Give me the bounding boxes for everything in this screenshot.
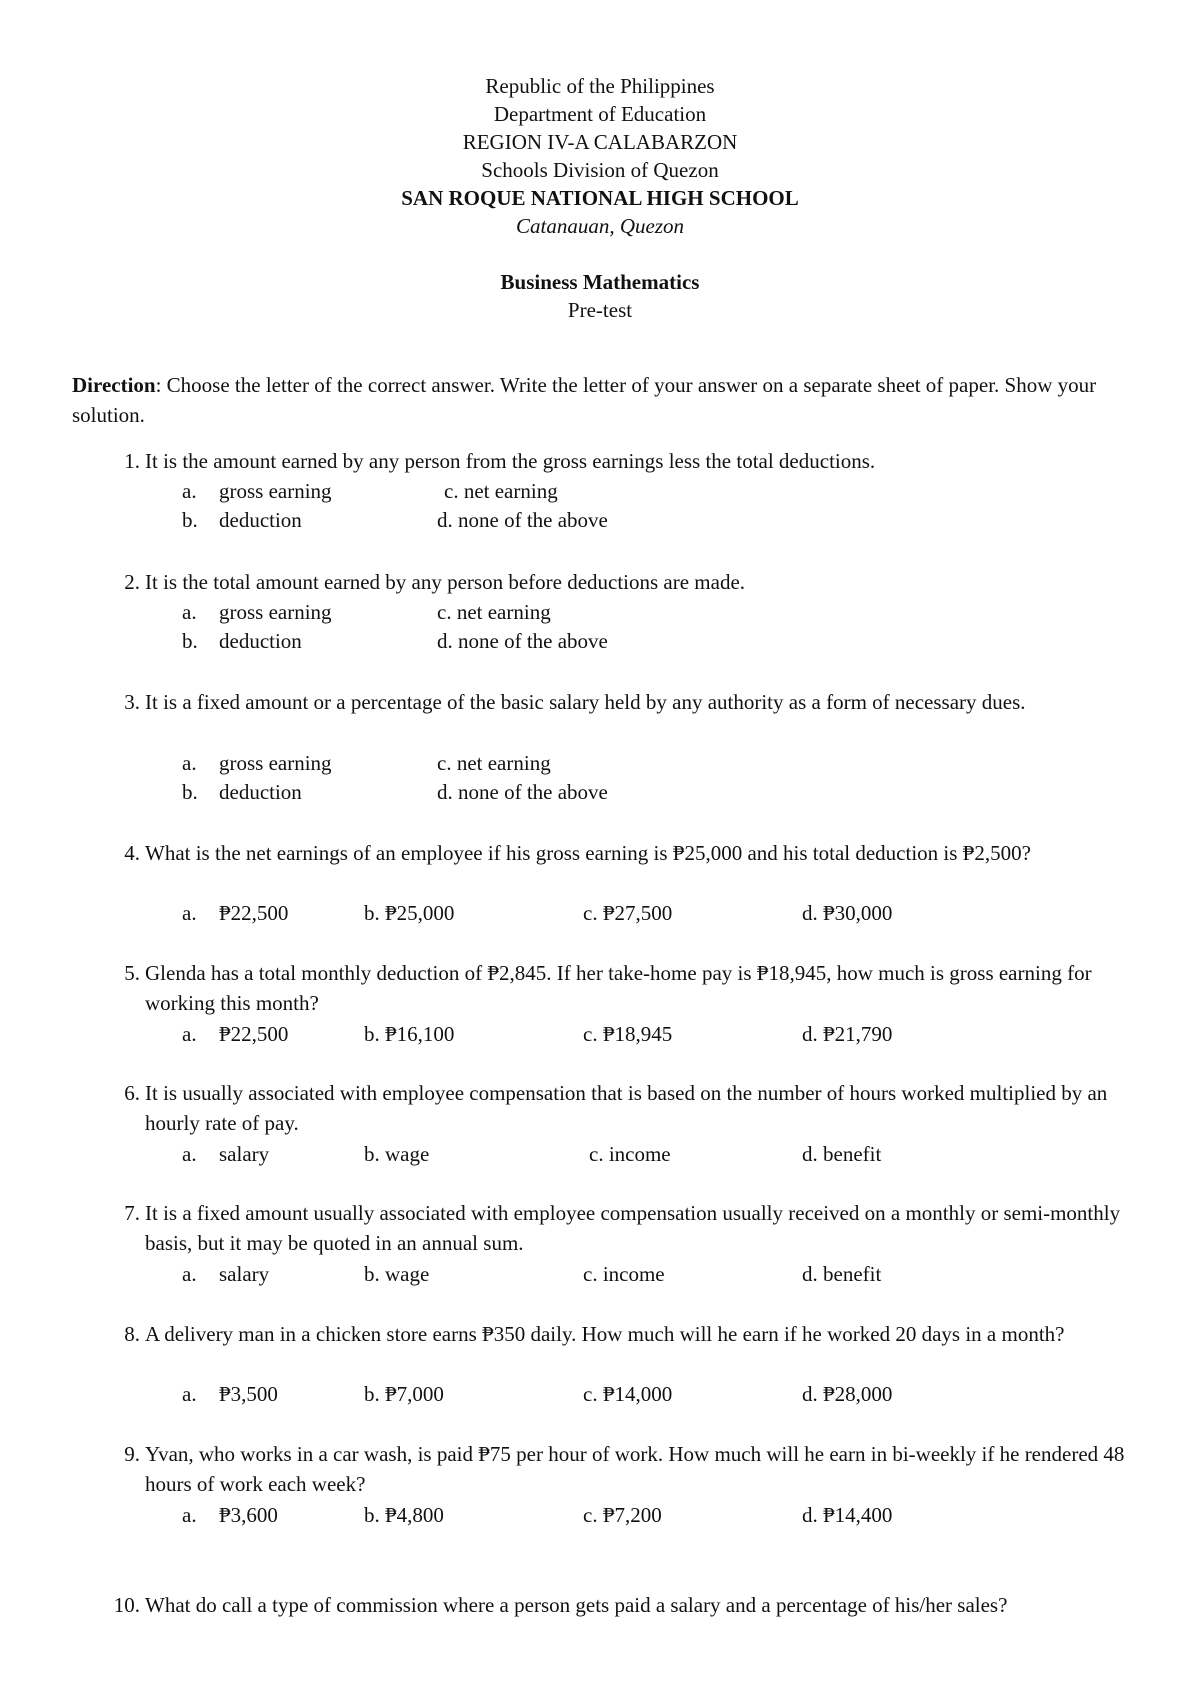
question-text: It is a fixed amount usually associated with employee compensation usually received on a monthly or semi-monthly basis, but it may be quoted in an annual sum. xyxy=(145,1201,1121,1255)
subject-subtitle: Pre-test xyxy=(567,298,633,322)
option-a: gross earning xyxy=(219,479,332,503)
question-text: What do call a type of commission where a person gets paid a salary and a percentage of his/her sales? xyxy=(145,1593,1008,1617)
option-d: d. none of the above xyxy=(437,629,608,653)
question-number: 7. xyxy=(124,1201,140,1225)
option-a-letter: a. xyxy=(182,1262,197,1286)
option-a-letter: a. xyxy=(182,479,197,503)
option-b: deduction xyxy=(219,780,302,804)
question-number: 9. xyxy=(124,1442,140,1466)
question-number: 10. xyxy=(113,1593,140,1617)
header-line-division: Schools Division of Quezon xyxy=(481,158,719,182)
option-c: c. income xyxy=(589,1142,671,1166)
question-number: 2. xyxy=(124,570,140,594)
option-a: gross earning xyxy=(219,751,332,775)
question-text: It is the total amount earned by any person before deductions are made. xyxy=(145,570,746,594)
option-a-letter: a. xyxy=(182,1382,197,1406)
option-b: b. ₱4,800 xyxy=(364,1503,444,1527)
direction-text: : Choose the letter of the correct answer. Write the letter of your answer on a separate sheet of paper. Show your solution. xyxy=(72,373,1097,427)
option-a-letter: a. xyxy=(182,751,197,775)
direction-label: Direction xyxy=(72,373,156,397)
option-b: b. wage xyxy=(364,1262,430,1286)
question-number: 6. xyxy=(124,1081,140,1105)
question-text: A delivery man in a chicken store earns ₱350 daily. How much will he earn if he worked 20 days in a month? xyxy=(145,1322,1065,1346)
option-d: d. ₱14,400 xyxy=(802,1503,893,1527)
question-text: It is a fixed amount or a percentage of the basic salary held by any authority as a form of necessary dues. xyxy=(145,690,1026,714)
question-text: Glenda has a total monthly deduction of ₱2,845. If her take-home pay is ₱18,945, how much is gross earning for working this month? xyxy=(145,961,1092,1015)
option-c: c. ₱7,200 xyxy=(583,1503,662,1527)
question-text: What is the net earnings of an employee if his gross earning is ₱25,000 and his total deduction is ₱2,500? xyxy=(145,841,1031,865)
question-text: It is usually associated with employee compensation that is based on the number of hours worked multiplied by an hourly rate of pay. xyxy=(145,1081,1108,1135)
option-b: deduction xyxy=(219,629,302,653)
question-number: 3. xyxy=(124,690,140,714)
option-c: c. net earning xyxy=(444,479,558,503)
question-number: 5. xyxy=(124,961,140,985)
option-a-letter: a. xyxy=(182,901,197,925)
header-line-department: Department of Education xyxy=(493,102,707,126)
option-c: c. income xyxy=(583,1262,665,1286)
option-a-letter: a. xyxy=(182,1142,197,1166)
option-a: ₱22,500 xyxy=(219,1022,289,1046)
option-b-letter: b. xyxy=(182,780,198,804)
question-text: It is the amount earned by any person from the gross earnings less the total deductions. xyxy=(145,449,876,473)
school-name: SAN ROQUE NATIONAL HIGH SCHOOL xyxy=(401,186,799,210)
option-d: d. benefit xyxy=(802,1262,882,1286)
option-a-letter: a. xyxy=(182,1503,197,1527)
option-b-letter: b. xyxy=(182,508,198,532)
question-number: 8. xyxy=(124,1322,140,1346)
option-b: b. wage xyxy=(364,1142,430,1166)
option-b: deduction xyxy=(219,508,302,532)
option-d: d. benefit xyxy=(802,1142,882,1166)
option-a: salary xyxy=(219,1262,270,1286)
option-c: c. net earning xyxy=(437,751,551,775)
option-a: ₱3,500 xyxy=(219,1382,278,1406)
option-a: ₱3,600 xyxy=(219,1503,278,1527)
document-header xyxy=(0,72,1200,240)
option-d: d. none of the above xyxy=(437,508,608,532)
option-d: d. none of the above xyxy=(437,780,608,804)
option-c: c. ₱14,000 xyxy=(583,1382,673,1406)
header-line-republic: Republic of the Philippines xyxy=(485,74,715,98)
option-c: c. ₱18,945 xyxy=(583,1022,673,1046)
option-b: b. ₱16,100 xyxy=(364,1022,455,1046)
option-a: ₱22,500 xyxy=(219,901,289,925)
option-d: d. ₱28,000 xyxy=(802,1382,893,1406)
option-d: d. ₱21,790 xyxy=(802,1022,893,1046)
option-c: c. net earning xyxy=(437,600,551,624)
header-line-region: REGION IV-A CALABARZON xyxy=(462,130,738,154)
subject-block xyxy=(0,268,1200,324)
question-text: Yvan, who works in a car wash, is paid ₱75 per hour of work. How much will he earn in bi-weekly if he rendered 48 hours of work each week? xyxy=(145,1442,1125,1496)
option-c: c. ₱27,500 xyxy=(583,901,673,925)
question-number: 1. xyxy=(124,449,140,473)
question-number: 4. xyxy=(124,841,140,865)
option-a-letter: a. xyxy=(182,1022,197,1046)
option-b: b. ₱25,000 xyxy=(364,901,455,925)
school-location: Catanauan, Quezon xyxy=(516,214,684,238)
option-a: salary xyxy=(219,1142,270,1166)
option-a: gross earning xyxy=(219,600,332,624)
option-a-letter: a. xyxy=(182,600,197,624)
option-d: d. ₱30,000 xyxy=(802,901,893,925)
subject-title: Business Mathematics xyxy=(500,270,700,294)
direction-paragraph xyxy=(72,370,1112,430)
option-b-letter: b. xyxy=(182,629,198,653)
option-b: b. ₱7,000 xyxy=(364,1382,444,1406)
